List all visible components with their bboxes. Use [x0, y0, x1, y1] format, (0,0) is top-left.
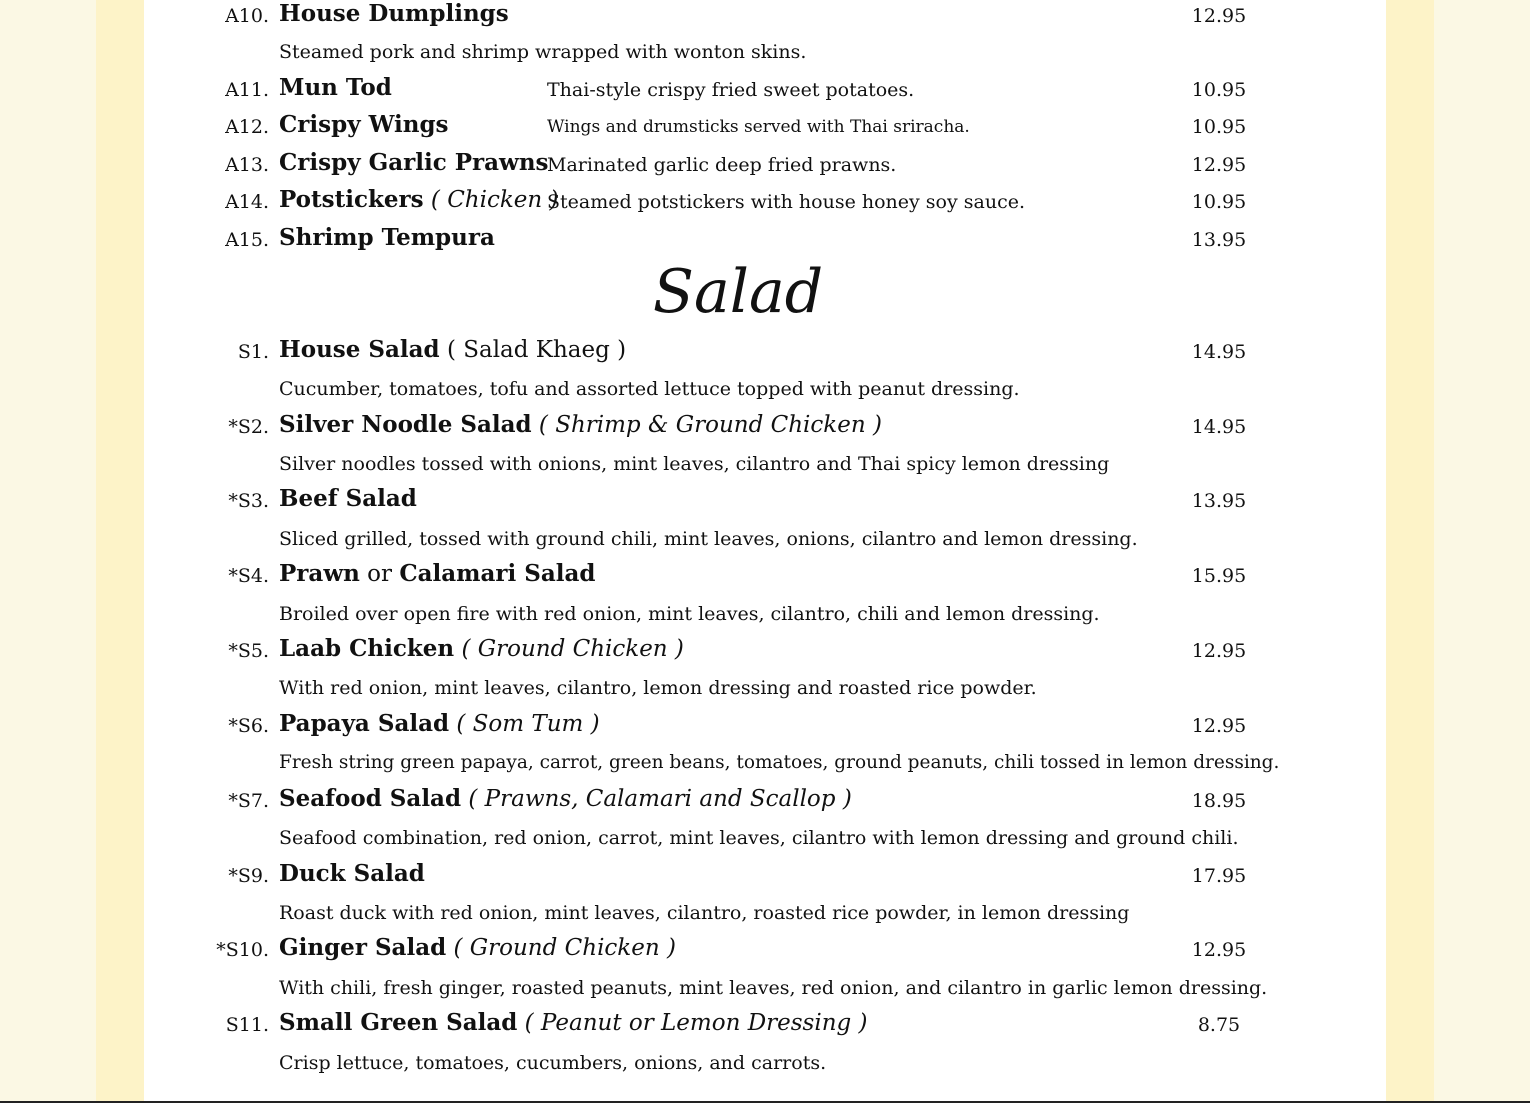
item-description: With chili, fresh ginger, roasted peanuts, mint leaves, red onion, and cilantro in garlic lemon dressing. — [279, 977, 1268, 999]
item-description: Broiled over open fire with red onion, mint leaves, cilantro, chili and lemon dressing. — [279, 603, 1100, 625]
item-description: Seafood combination, red onion, carrot, mint leaves, cilantro with lemon dressing and ground chili. — [279, 827, 1239, 849]
item-price: 8.75 — [1197, 1014, 1241, 1036]
item-name: Seafood Salad ( Prawns, Calamari and Scallop ) — [279, 785, 852, 812]
item-price: 17.95 — [1191, 865, 1247, 887]
item-price: 10.95 — [1191, 79, 1247, 101]
item-note: ( Prawns, Calamari and Scallop ) — [468, 786, 852, 812]
item-number: *S10. — [216, 939, 269, 961]
menu-item-a15 — [0, 222, 1530, 258]
item-description: Crisp lettuce, tomatoes, cucumbers, onions, and carrots. — [279, 1052, 827, 1074]
item-number: S11. — [225, 1014, 269, 1036]
item-number: *S5. — [228, 640, 269, 662]
item-number: A14. — [225, 191, 269, 213]
menu-item-s3 — [0, 483, 1530, 519]
item-description: Marinated garlic deep fried prawns. — [547, 154, 897, 176]
item-note: ( Ground Chicken ) — [453, 935, 676, 961]
menu-item-s2 — [0, 409, 1530, 445]
item-price: 12.95 — [1191, 939, 1247, 961]
item-name: Crispy Garlic Prawns — [279, 149, 549, 176]
item-name: Papaya Salad ( Som Tum ) — [279, 710, 600, 737]
item-number: *S2. — [228, 416, 269, 438]
item-number: *S3. — [228, 490, 269, 512]
item-price: 15.95 — [1191, 565, 1247, 587]
item-note: ( Peanut or Lemon Dressing ) — [524, 1010, 868, 1036]
item-name: Laab Chicken ( Ground Chicken ) — [279, 635, 684, 662]
item-number: S1. — [237, 341, 269, 363]
item-number: *S4. — [228, 565, 269, 587]
item-number: A12. — [225, 116, 269, 138]
menu-item-s9 — [0, 858, 1530, 894]
item-note: ( Chicken ) — [430, 187, 559, 213]
item-number: *S6. — [228, 715, 269, 737]
item-name: Ginger Salad ( Ground Chicken ) — [279, 934, 676, 961]
item-name: Silver Noodle Salad ( Shrimp & Ground Chicken ) — [279, 411, 882, 438]
item-price: 12.95 — [1191, 715, 1247, 737]
item-number: A11. — [225, 79, 269, 101]
item-price: 10.95 — [1191, 116, 1247, 138]
menu-item-s7 — [0, 783, 1530, 819]
item-number: *S9. — [228, 865, 269, 887]
item-description: Steamed pork and shrimp wrapped with wonton skins. — [279, 41, 807, 63]
item-name: Beef Salad — [279, 485, 417, 512]
item-number: A10. — [225, 5, 269, 27]
menu-item-a12 — [0, 109, 1530, 145]
item-description: Wings and drumsticks served with Thai sriracha. — [547, 117, 970, 137]
item-description: Roast duck with red onion, mint leaves, cilantro, roasted rice powder, in lemon dressing — [279, 902, 1130, 924]
item-number: A15. — [225, 229, 269, 251]
menu-item-s10 — [0, 932, 1530, 968]
item-price: 12.95 — [1191, 154, 1247, 176]
item-price: 12.95 — [1191, 640, 1247, 662]
item-name: Prawn or Calamari Salad — [279, 560, 596, 587]
item-description: Fresh string green papaya, carrot, green beans, tomatoes, ground peanuts, chili tossed in lemon dressing. — [279, 752, 1280, 773]
item-name: Shrimp Tempura — [279, 224, 495, 251]
item-name: Duck Salad — [279, 860, 425, 887]
menu-item-s6 — [0, 708, 1530, 744]
menu-item-s5 — [0, 633, 1530, 669]
item-note: ( Salad Khaeg ) — [446, 337, 627, 363]
item-name: Crispy Wings — [279, 111, 449, 138]
item-description: Steamed potstickers with house honey soy sauce. — [547, 191, 1025, 213]
item-description: Silver noodles tossed with onions, mint leaves, cilantro and Thai spicy lemon dressing — [279, 453, 1110, 475]
item-description: Cucumber, tomatoes, tofu and assorted lettuce topped with peanut dressing. — [279, 378, 1020, 400]
item-price: 13.95 — [1191, 229, 1247, 251]
section-title-salad: Salad — [652, 257, 824, 327]
item-name: House Salad ( Salad Khaeg ) — [279, 336, 627, 363]
item-description: Sliced grilled, tossed with ground chili, mint leaves, onions, cilantro and lemon dressing. — [279, 528, 1138, 550]
item-note: ( Som Tum ) — [456, 711, 600, 737]
item-price: 12.95 — [1191, 5, 1247, 27]
item-name: Small Green Salad ( Peanut or Lemon Dressing ) — [279, 1009, 868, 1036]
item-description: Thai-style crispy fried sweet potatoes. — [547, 79, 915, 101]
menu-item-s11 — [0, 1007, 1530, 1043]
item-note: ( Ground Chicken ) — [461, 636, 684, 662]
menu-item-a14 — [0, 184, 1530, 220]
menu-item-s4 — [0, 558, 1530, 594]
item-number: *S7. — [228, 790, 269, 812]
item-name: Potstickers ( Chicken ) — [279, 186, 559, 213]
item-name: House Dumplings — [279, 0, 509, 27]
item-price: 10.95 — [1191, 191, 1247, 213]
item-price: 18.95 — [1191, 790, 1247, 812]
menu-item-s1 — [0, 334, 1530, 370]
item-number: A13. — [225, 154, 269, 176]
item-description: With red onion, mint leaves, cilantro, lemon dressing and roasted rice powder. — [279, 677, 1037, 699]
item-price: 13.95 — [1191, 490, 1247, 512]
item-price: 14.95 — [1191, 416, 1247, 438]
item-note: ( Shrimp & Ground Chicken ) — [538, 412, 882, 438]
item-price: 14.95 — [1191, 341, 1247, 363]
menu-item-a10 — [0, 0, 1530, 34]
item-name: Mun Tod — [279, 74, 392, 101]
menu-item-a11 — [0, 72, 1530, 108]
menu-item-a13 — [0, 147, 1530, 183]
